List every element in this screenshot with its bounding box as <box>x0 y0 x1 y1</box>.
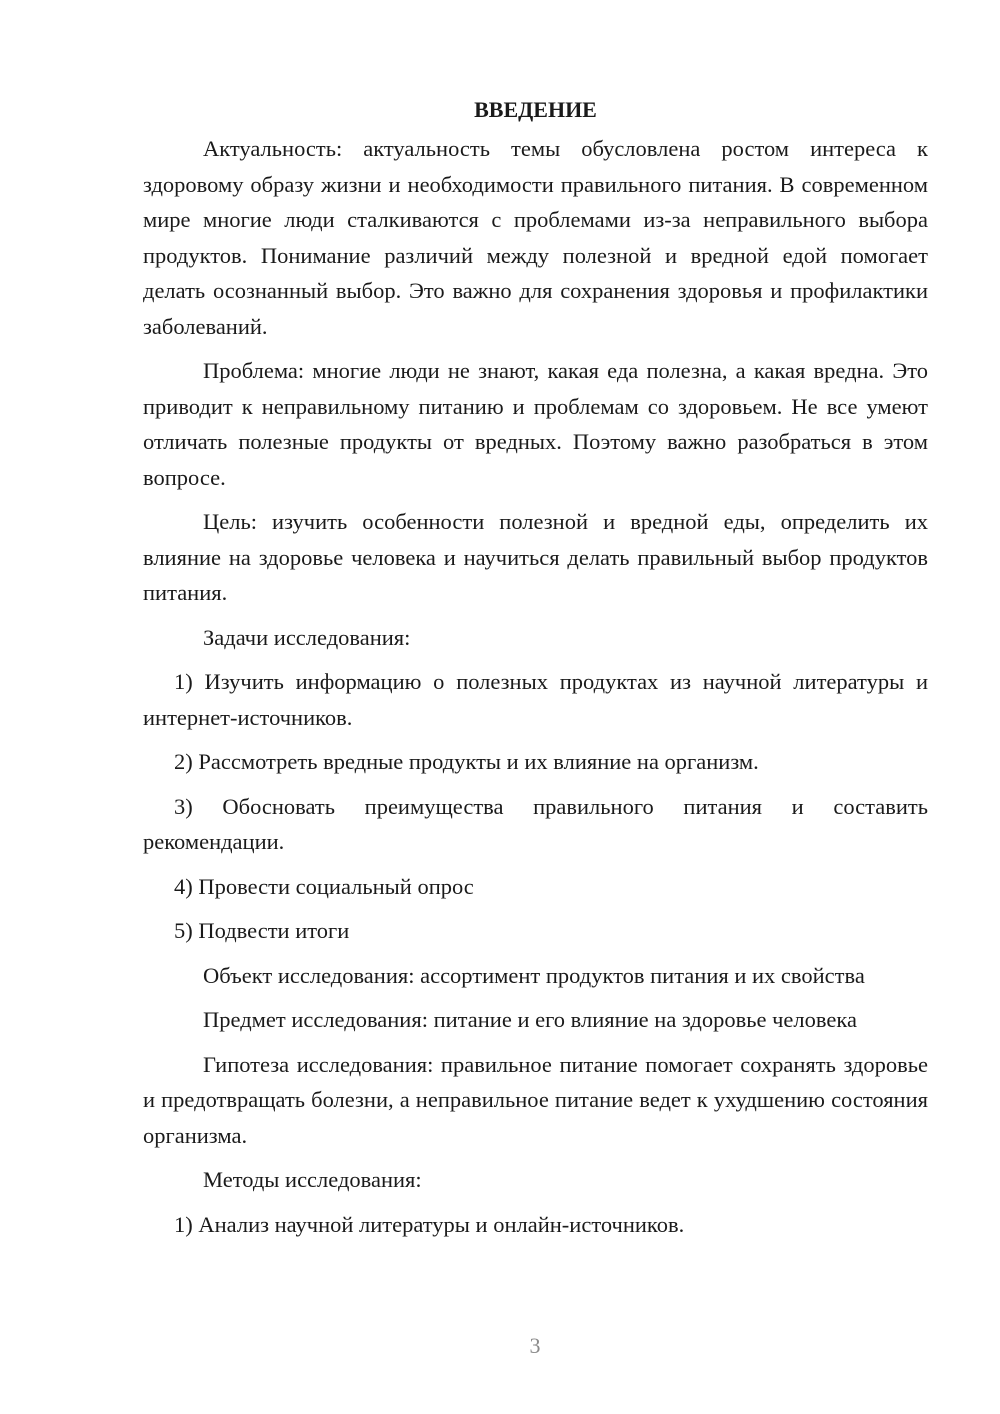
paragraph-goal: Цель: изучить особенности полезной и вредной еды, определить их влияние на здоровье человека и научиться делать правильный выбор продуктов питания. <box>143 509 928 605</box>
task-item-4: 4) Провести социальный опрос <box>174 873 474 899</box>
paragraph-subject: Предмет исследования: питание и его влияние на здоровье человека <box>203 1007 857 1032</box>
paragraph-tasks-title: Задачи исследования: <box>203 624 411 650</box>
task-item-3: 3) Обосновать преимущества правильного питания и составить рекомендации. <box>143 793 928 854</box>
task-item-5: 5) Подвести итоги <box>174 918 350 943</box>
task-item-1: 1) Изучить информацию о полезных продуктах из научной литературы и интернет-источников. <box>143 669 928 730</box>
paragraph-problem: Проблема: многие люди не знают, какая еда полезна, а какая вредна. Это приводит к неправильному питанию и проблемам со здоровьем. Не все умеют отличать полезные продукты от вредных. Поэтому важно разобраться в этом вопросе. <box>143 358 928 490</box>
document-body <box>143 92 928 1251</box>
page-number: 3 <box>529 1333 541 1358</box>
paragraph-hypothesis: Гипотеза исследования: правильное питание помогает сохранять здоровье и предотвращать болезни, а неправильное питание ведет к ухудшению состояния организма. <box>143 1051 928 1148</box>
paragraph-object: Объект исследования: ассортимент продуктов питания и их свойства <box>203 962 865 988</box>
page-heading: ВВЕДЕНИЕ <box>474 97 597 122</box>
task-item-2: 2) Рассмотреть вредные продукты и их влияние на организм. <box>174 749 759 774</box>
paragraph-relevance: Актуальность: актуальность темы обусловлена ростом интереса к здоровому образу жизни и необходимости правильного питания. В современном мире многие люди сталкиваются с проблемами из-за неправильного выбора продуктов. Понимание различий между полезной и вредной едой помогает делать осознанный выбор. Это важно для сохранения здоровья и профилактики заболеваний. <box>143 136 928 339</box>
paragraph-methods-title: Методы исследования: <box>203 1167 422 1192</box>
method-item-1: 1) Анализ научной литературы и онлайн-источников. <box>174 1211 685 1237</box>
